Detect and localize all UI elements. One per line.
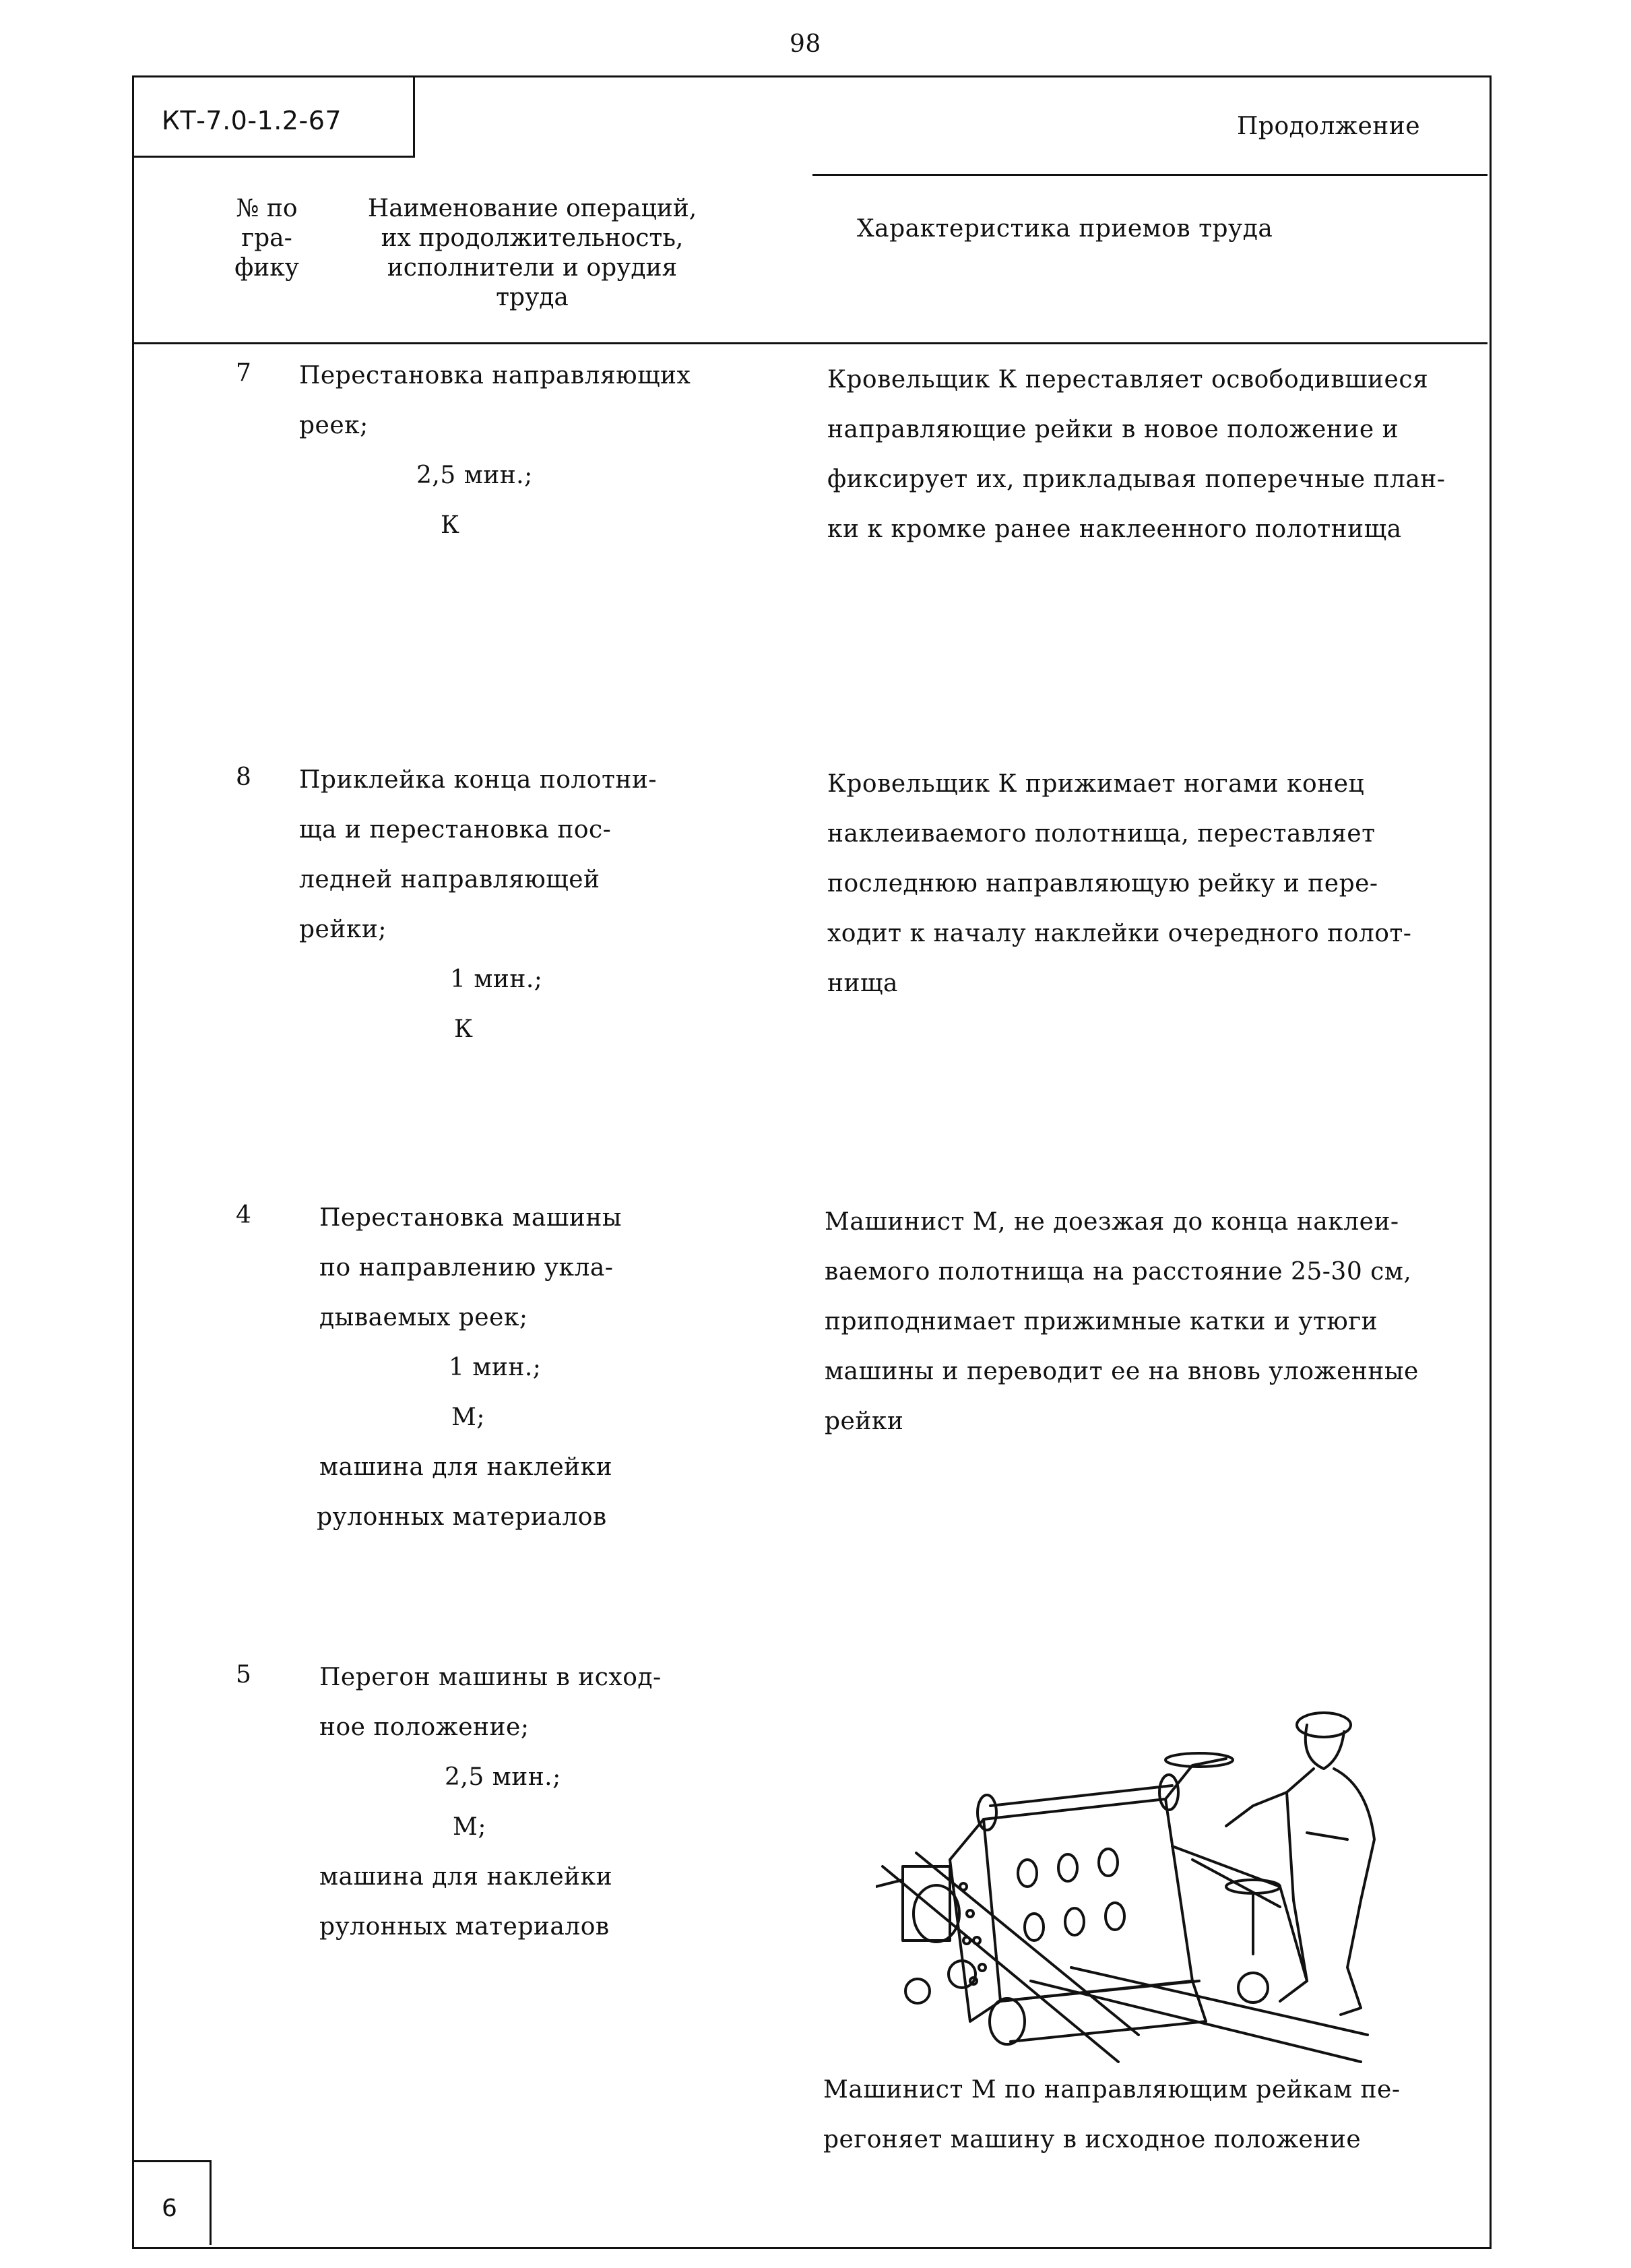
row-operation-line: дываемых реек; (319, 1304, 528, 1331)
row-executor: К (441, 511, 460, 539)
row-description-line: ки к кромке ранее наклеенного полотнища (827, 515, 1402, 543)
row-number: 8 (236, 763, 252, 791)
header-col-number-line: гра- (241, 224, 292, 252)
header-top-rule (812, 174, 1488, 176)
row-duration: 1 мин.; (450, 966, 543, 993)
row-duration: 1 мин.; (449, 1354, 542, 1381)
row-executor: М; (451, 1404, 485, 1431)
row-tool-line: машина для наклейки (319, 1863, 613, 1891)
row-description-line: последнюю направляющую рейку и пере- (827, 870, 1378, 897)
row-operation-line: по направлению укла- (319, 1254, 614, 1282)
row-tool-line: рулонных материалов (319, 1913, 610, 1941)
row-description-line: фиксирует их, прикладывая поперечные план- (827, 466, 1446, 493)
continuation-label: Продолжение (1237, 113, 1421, 140)
row-description-line: ваемого полотнища на расстояние 25-30 см, (825, 1258, 1412, 1286)
row-description-line: нища (827, 970, 898, 997)
row-description-line: машины и переводит ее на вновь уложенные (825, 1358, 1419, 1385)
row-operation-line: ща и перестановка пос- (299, 816, 612, 844)
row-description-line: рейки (825, 1408, 904, 1435)
row-description-line: приподнимает прижимные катки и утюги (825, 1308, 1378, 1335)
row-executor: М; (453, 1813, 486, 1841)
row-tool-line: рулонных материалов (317, 1503, 607, 1531)
row-operation-line: Приклейка конца полотни- (299, 766, 658, 794)
row-description-line: регоняет машину в исходное положение (823, 2126, 1362, 2153)
row-operation-line: Перестановка направляющих (299, 362, 691, 389)
row-operation-line: Перестановка машины (319, 1204, 622, 1232)
row-operation-line: Перегон машины в исход- (319, 1664, 662, 1691)
doc-code: КТ-7.0-1.2-67 (162, 106, 342, 135)
row-duration: 2,5 мин.; (416, 462, 533, 489)
roofing-machine-operator-illustration (876, 1684, 1388, 2075)
row-operation-line: ное положение; (319, 1713, 530, 1741)
row-operation-line: рейки; (299, 916, 387, 943)
header-col-operation (330, 194, 734, 313)
header-col-operation-line: труда (496, 284, 569, 311)
row-description-line: Кровельщик К переставляет освободившиеся (827, 366, 1429, 393)
header-col-characteristics: Характеристика приемов труда (857, 215, 1273, 243)
row-number: 4 (236, 1201, 252, 1229)
row-description-line: Кровельщик К прижимает ногами конец (827, 770, 1365, 798)
row-number: 7 (236, 359, 252, 387)
row-description-line: наклеиваемого полотнища, переставляет (827, 820, 1376, 848)
header-bottom-rule (132, 342, 1488, 344)
row-number: 5 (236, 1661, 252, 1689)
header-col-number-line: фику (234, 254, 299, 282)
header-col-number-line: № по (236, 195, 298, 222)
row-operation-line: реек; (299, 412, 369, 439)
row-tool-line: машина для наклейки (319, 1453, 613, 1481)
row-description-line: Машинист М по направляющим рейкам пе- (823, 2076, 1401, 2104)
header-col-number (220, 194, 314, 283)
row-description-line: Машинист М, не доезжая до конца наклеи- (825, 1208, 1399, 1236)
row-description-line: ходит к началу наклейки очередного полот- (827, 920, 1412, 947)
row-executor: К (454, 1015, 474, 1043)
row-operation-line: ледней направляющей (299, 866, 600, 893)
header-col-operation-line: Наименование операций, (367, 195, 697, 222)
row-description-line: направляющие рейки в новое положение и (827, 416, 1399, 443)
sheet-number: 6 (162, 2195, 178, 2222)
header-col-operation-line: их продолжительность, (381, 224, 684, 252)
page-number: 98 (790, 30, 821, 58)
header-col-operation-line: исполнители и орудия (387, 254, 678, 282)
row-duration: 2,5 мин.; (445, 1763, 561, 1791)
